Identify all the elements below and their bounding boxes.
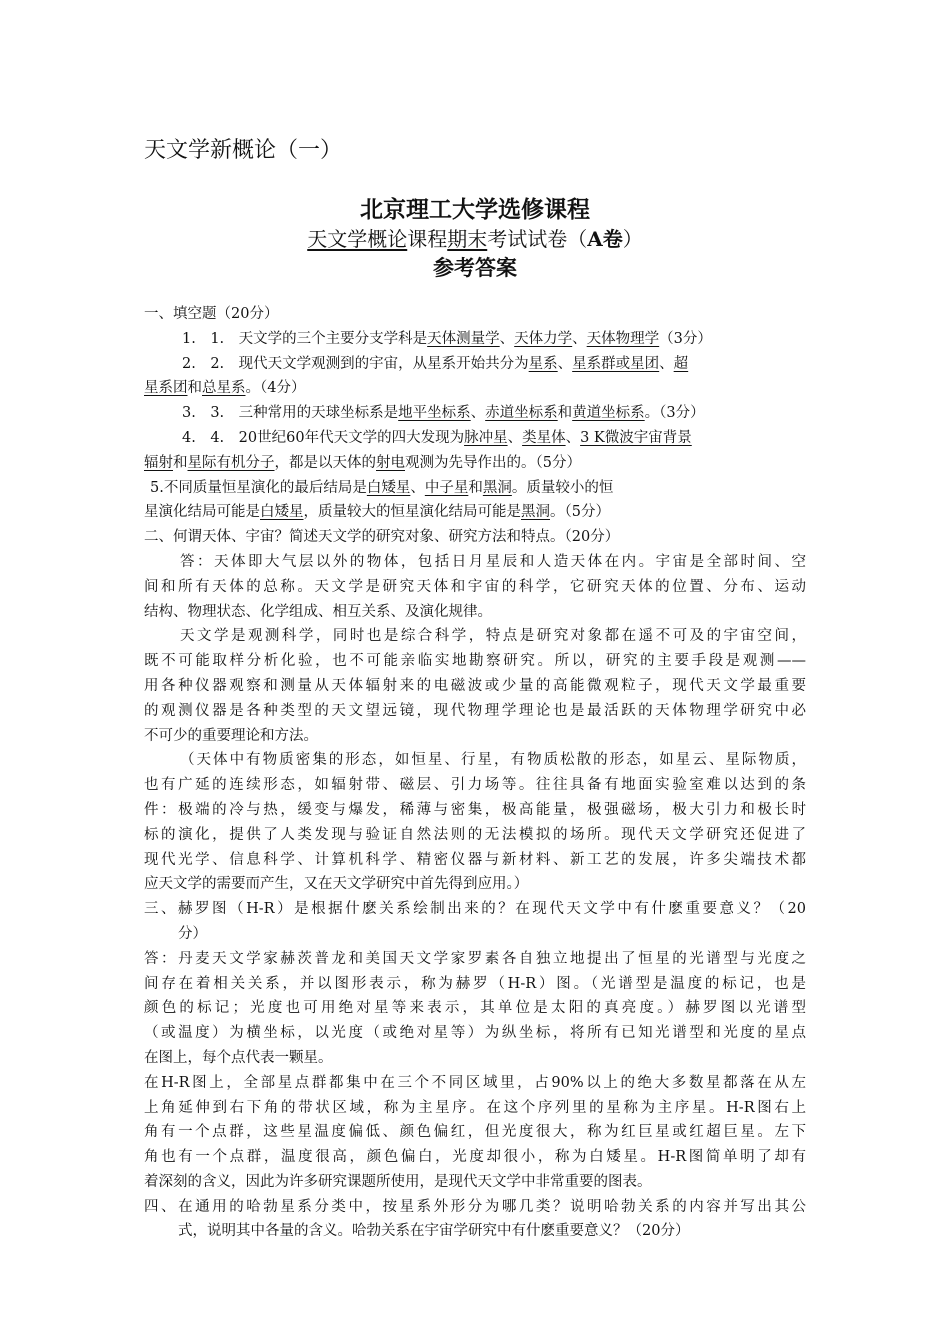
answer-blank: 黑洞 (521, 504, 550, 521)
separator: 和 (468, 479, 483, 496)
exam-term: 期末 (447, 227, 488, 251)
paragraph-line: 用各种仪器观察和测量从天体辐射来的电磁波或少量的高能微观粒子，现代天文学最重要 (144, 677, 806, 694)
paragraph-line: 既不可能取样分析化验，也不可能亲临实地勘察研究。所以，研究的主要手段是观测—— (144, 653, 806, 670)
question-text: 三种常用的天球坐标系是 (238, 405, 399, 422)
separator: 和 (557, 405, 573, 422)
paragraph-line: 的观测仪器是各种类型的天文望远镜，现代物理学理论也是最活跃的天体物理学研究中必 (144, 702, 806, 719)
answer-blank: 星系 (528, 355, 558, 372)
question-text: 星演化结局可能是 (144, 504, 260, 521)
answer-blank: 赤道坐标系 (485, 405, 558, 422)
score: （3分） (659, 330, 712, 347)
paragraph-line: 上角延伸到右下角的带状区域，称为主星序。在这个序列里的星称为主序星。H-R图右上 (144, 1099, 806, 1116)
paper-version: A卷 (587, 227, 623, 251)
course-name: 天文学概论 (307, 227, 408, 251)
university-course-heading: 北京理工大学选修课程 (360, 196, 590, 223)
answer-blank: 3 K微波宇宙背景 (580, 429, 692, 446)
question-number: 5. (150, 479, 164, 496)
answer-blank: 星系群或星团 (572, 355, 660, 372)
answer-blank: 天体测量学 (427, 330, 500, 347)
section-heading: 三、赫罗图（H-R）是根据什麽关系绘制出来的？在现代天文学中有什麽重要意义？（20 (144, 901, 806, 918)
paragraph-line: 不可少的重要理论和方法。 (144, 727, 318, 744)
paragraph-line: 天文学是观测科学，同时也是综合科学，特点是研究对象都在遥不可及的宇宙空间， (180, 628, 806, 645)
score: 。（3分） (644, 405, 705, 422)
paragraph-line: 着深刻的含义，因此为许多研究课题所使用，是现代天文学中非常重要的图表。 (144, 1173, 652, 1190)
answer-blank: 类星体 (522, 429, 566, 446)
separator: 和 (173, 454, 188, 471)
exam-title (144, 225, 806, 253)
paragraph-line: （天体中有物质密集的形态，如恒星、行星，有物质松散的形态，如星云、星际物质， (180, 752, 806, 769)
answer-blank: 地平坐标系 (398, 405, 471, 422)
separator: 、 (565, 429, 581, 446)
separator: 、 (572, 330, 587, 347)
answer-blank: 中子星 (424, 479, 469, 496)
question-4-continued (144, 451, 806, 476)
score: 。（4分） (245, 380, 306, 397)
score: 。（5分） (550, 504, 610, 521)
answer-blank: 黑洞 (482, 479, 512, 496)
separator: 、 (410, 479, 425, 496)
answer-blank: 天体力学 (514, 330, 573, 347)
paragraph-line: 也有广延的连续形态，如辐射带、磁层、引力场等。往往具备有地面实验室难以达到的条 (144, 777, 806, 794)
answer-blank: 黄道坐标系 (572, 405, 645, 422)
question-text: 天文学的三个主要分支学科是 (238, 330, 428, 347)
answer-blank: 超 (673, 355, 689, 372)
separator: 、 (470, 405, 486, 422)
question-text: 观测为先导作出的。（5分） (405, 454, 581, 471)
question-3 (144, 401, 806, 426)
separator: 、 (499, 330, 515, 347)
answer-blank: 星系团 (144, 380, 188, 397)
question-4 (144, 426, 806, 451)
answer-blank: 总星系 (202, 380, 246, 397)
exam-text: 考试试卷（ (487, 227, 588, 251)
section-heading: 四、在通用的哈勃星系分类中，按星系外形分为哪几类？说明哈勃关系的内容并写出其公 (144, 1198, 806, 1215)
paragraph-line: 件：极端的冷与热，缓变与爆发，稀薄与密集，极高能量，极强磁场，极大引力和极长时 (144, 801, 806, 818)
section-fill-in-blanks (144, 302, 806, 1244)
paragraph-line: 标的演化，提供了人类发现与验证自然法则的无法模拟的场所。现代天文学研究还促进了 (144, 826, 806, 843)
paragraph-line: 角有一个点群，这些星温度偏低、颜色偏红，但光度很大，称为红巨星或红超巨星。左下 (144, 1124, 806, 1141)
question-5 (144, 476, 806, 501)
paragraph-line: 答：丹麦天文学家赫茨普龙和美国天文学家罗素各自独立地提出了恒星的光谱型与光度之 (144, 950, 806, 967)
paragraph-line: 角也有一个点群，温度很高，颜色偏白，光度却很小，称为白矮星。H-R图简单明了却有 (144, 1149, 806, 1166)
answer-blank: 星际有机分子 (187, 454, 275, 471)
answer-blank: 辐射 (144, 454, 173, 471)
question-text: ，都是以天体的 (274, 454, 376, 471)
exam-text: ） (622, 227, 643, 251)
answer-blank: 脉冲星 (464, 429, 508, 446)
separator: 、 (557, 355, 573, 372)
paragraph-line: 结构、物理状态、化学组成、相互关系、及演化规律。 (144, 603, 492, 620)
question-number: 3. 3. (182, 405, 239, 422)
question-text: 不同质量恒星演化的最后结局是 (163, 479, 367, 496)
question-text: 现代天文学观测到的宇宙，从星系开始共分为 (238, 355, 529, 372)
paragraph-line: 间存在着相关关系，并以图形表示，称为赫罗（H-R）图。（光谱型是温度的标记，也是 (144, 975, 806, 992)
answer-blank: 天体物理学 (586, 330, 660, 347)
question-number: 2. 2. (182, 355, 239, 372)
section-heading: 一、填空题（20分） (144, 306, 279, 322)
question-1 (144, 327, 806, 352)
question-number: 4. 4. (182, 429, 239, 446)
section-heading-continued: 分） (178, 925, 207, 942)
question-text: 20世纪60年代天文学的四大发现为 (238, 429, 465, 446)
paragraph-line: （或温度）为横坐标，以光度（或绝对星等）为纵坐标，将所有已知光谱型和光度的星点 (144, 1025, 806, 1042)
paragraph-line: 在图上，每个点代表一颗星。 (144, 1049, 333, 1066)
paragraph-line: 在H-R图上，全部星点群都集中在三个不同区域里，占90%以上的绝大多数星都落在从左 (144, 1074, 806, 1091)
separator: 、 (659, 355, 674, 372)
question-2 (144, 352, 806, 377)
question-5-continued (144, 500, 806, 525)
question-2-continued (144, 376, 806, 401)
paragraph-line: 答：天体即大气层以外的物体，包括日月星辰和人造天体在内。宇宙是全部时间、空 (180, 553, 806, 570)
paragraph-line: 颜色的标记；光度也可用绝对星等来表示，其单位是太阳的真亮度。）赫罗图以光谱型 (144, 1000, 806, 1017)
answer-blank: 白矮星 (366, 479, 411, 496)
exam-text: 课程 (407, 227, 448, 251)
paragraph-line: 应天文学的需要而产生，又在天文学研究中首先得到应用。） (144, 876, 529, 893)
answer-blank: 射电 (376, 454, 405, 471)
answer-blank: 白矮星 (260, 504, 304, 521)
paragraph-line: 间和所有天体的总称。天文学是研究天体和宇宙的科学，它研究天体的位置、分布、运动 (144, 578, 806, 595)
question-number: 1. 1. (182, 330, 239, 347)
document-title: 天文学新概论（一） (144, 138, 343, 163)
section-heading-continued: 式，说明其中各量的含义。哈勃关系在宇宙学研究中有什麽重要意义？（20分） (178, 1223, 690, 1240)
separator: 和 (187, 380, 202, 397)
paragraph-line: 现代光学、信息科学、计算机科学、精密仪器与新材料、新工艺的发展，许多尖端技术都 (144, 851, 806, 868)
separator: 、 (507, 429, 523, 446)
question-text: ，质量较大的恒星演化结局可能是 (303, 504, 521, 521)
question-text: 。质量较小的恒 (511, 479, 614, 496)
section-heading: 二、何谓天体、宇宙？简述天文学的研究对象、研究方法和特点。（20分） (144, 529, 620, 546)
reference-answer-heading: 参考答案 (433, 255, 517, 280)
